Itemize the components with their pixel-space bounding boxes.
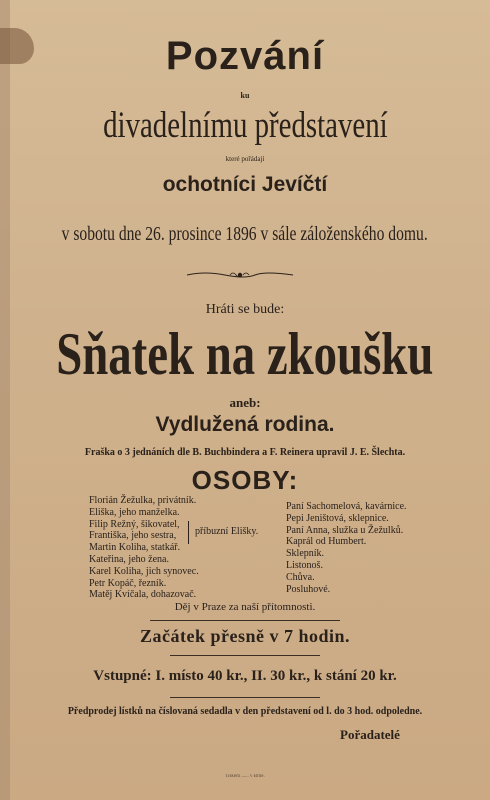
theater-line: [0, 104, 490, 147]
divider-rule: [170, 697, 320, 698]
cast-entry: Kateřina, jeho žena.: [89, 553, 169, 565]
organizers-signature: Pořadatelé: [340, 727, 400, 742]
cast-entry: Eliška, jeho manželka.: [89, 506, 180, 518]
cast-entry: Chůva.: [286, 571, 315, 583]
cast-entry: Martin Koliha, statkář.: [89, 542, 181, 554]
cast-entry: Matěj Kvíčala, dohazovač.: [89, 589, 197, 601]
cast-entry: Paní Sachomelová, kavárnice.: [286, 501, 407, 512]
cast-entry: Petr Kopáč, řezník.: [89, 577, 167, 589]
cast-list-left: [89, 495, 199, 601]
date-line: [0, 223, 490, 246]
relatives-note: příbuzní Elišky.: [195, 526, 259, 537]
ku-line: ku: [240, 91, 250, 100]
theater-text: divadelnímu představení: [102, 105, 388, 146]
admission-prices: Vstupné: I. místo 40 kr., II. 30 kr., k stání 20 kr.: [93, 668, 397, 684]
divider-rule: [170, 655, 320, 656]
cast-entry: Pepi Jeništová, sklepnice.: [286, 512, 389, 524]
play-subtitle: Vydlužená rodina.: [155, 413, 335, 436]
cast-entry: Kaprál od Humbert.: [286, 536, 367, 548]
cast-entry: Florián Žežulka, privátník.: [89, 495, 197, 506]
presale-note: Předprodej lístků na číslovaná sedadla v den představení od l. do 3 hod. odpoledne.: [67, 706, 423, 717]
poster-title: Pozvání: [165, 34, 325, 78]
play-title: [0, 320, 490, 389]
cast-list-right: [286, 501, 407, 595]
cast-entry: Sklepník.: [286, 548, 325, 560]
organized-line: které pořádají: [225, 155, 265, 163]
cast-entry: Karel Koliha, jich synovec.: [89, 565, 199, 577]
farce-credits: Fraška o 3 jednáních dle B. Buchbindera a F. Reinera upravil J. E. Šlechta.: [84, 447, 406, 458]
troupe-name: ochotníci Jevíčtí: [162, 173, 328, 196]
play-title-text: Sňatek na zkoušku: [56, 321, 434, 387]
relatives-brace: [188, 521, 195, 544]
start-time: Začátek přesně v 7 hodin.: [139, 626, 351, 646]
setting-line: Děj v Praze za naší přítomnosti.: [174, 601, 316, 613]
date-text: v sobotu dne 26. prosince 1896 v sále záloženského domu.: [61, 223, 429, 245]
ornament-divider: [185, 270, 295, 280]
cast-entry: Posluhové.: [286, 583, 331, 595]
or-line: aneb:: [229, 395, 261, 410]
cast-entry: Listonoš.: [286, 559, 323, 571]
printer-imprint: Tiskem ...... v Brně.: [225, 774, 265, 779]
playing-line: Hráti se bude:: [205, 302, 285, 317]
divider-rule: [150, 620, 340, 621]
cast-entry: Paní Anna, služka u Žežulků.: [286, 524, 404, 536]
cast-entry: Františka, jeho sestra,: [89, 530, 177, 542]
cast-entry: Filip Režný, šikovatel,: [89, 518, 180, 530]
persons-heading: OSOBY:: [191, 465, 299, 495]
